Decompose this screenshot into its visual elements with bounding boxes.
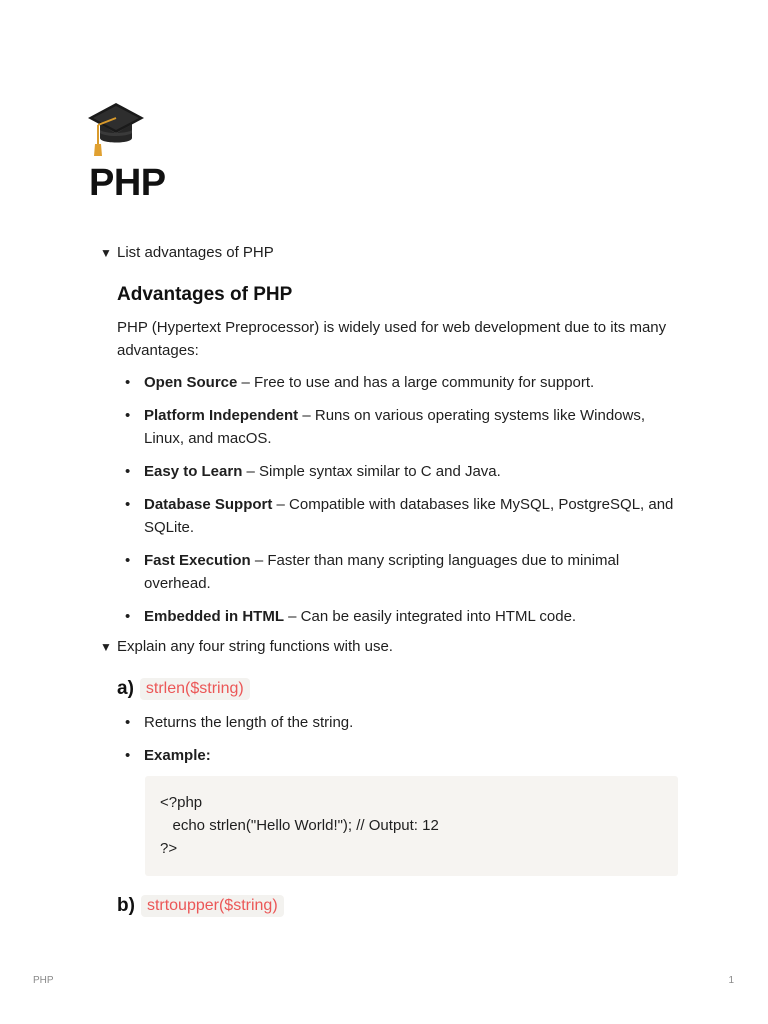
- function-code: strtoupper($string): [141, 895, 284, 917]
- list-item: [117, 549, 677, 595]
- item-term: Fast Execution: [144, 552, 251, 569]
- item-text: – Faster than many scripting languages due to minimal overhead.: [144, 552, 620, 592]
- toggle-string-functions[interactable]: [100, 638, 393, 655]
- item-text: – Can be easily integrated into HTML code.: [284, 608, 577, 625]
- example-label: Example:: [144, 747, 211, 764]
- toggle-label: Explain any four string functions with use.: [117, 638, 393, 655]
- list-item: [117, 404, 677, 450]
- item-text: – Simple syntax similar to C and Java.: [242, 463, 501, 480]
- list-item: [117, 371, 677, 394]
- item-term: Open Source: [144, 374, 238, 391]
- list-item: [117, 493, 677, 539]
- item-term: Platform Independent: [144, 407, 299, 424]
- triangle-down-icon[interactable]: ▼: [100, 639, 112, 654]
- function-letter: a): [117, 678, 134, 699]
- list-item: • Returns the length of the string.: [117, 711, 677, 734]
- triangle-down-icon[interactable]: ▼: [100, 245, 112, 260]
- function-code: strlen($string): [140, 678, 250, 700]
- list-item: [117, 744, 677, 767]
- section-heading: Advantages of PHP: [117, 284, 293, 305]
- footer-title: PHP: [33, 975, 54, 986]
- page-title: PHP: [89, 162, 166, 204]
- graduation-cap-icon: [86, 100, 146, 158]
- item-text: – Runs on various operating systems like Windows, Linux, and macOS.: [144, 407, 646, 447]
- item-term: Easy to Learn: [144, 463, 243, 480]
- function-heading-b: [117, 895, 284, 917]
- list-item: [117, 605, 677, 628]
- function-letter: b): [117, 895, 135, 916]
- item-term: Embedded in HTML: [144, 608, 284, 625]
- toggle-label: List advantages of PHP: [117, 244, 274, 261]
- toggle-advantages[interactable]: [100, 244, 274, 261]
- function-heading-a: [117, 678, 250, 700]
- item-text: – Free to use and has a large community for support.: [237, 374, 595, 391]
- advantages-list: [117, 371, 677, 638]
- code-block[interactable]: <?php echo strlen("Hello World!"); // Output: 12 ?>: [145, 776, 678, 876]
- page-number: 1: [728, 975, 734, 986]
- item-text: – Compatible with databases like MySQL, PostgreSQL, and SQLite.: [144, 496, 674, 536]
- intro-paragraph: PHP (Hypertext Preprocessor) is widely used for web development due to its many advantages:: [117, 319, 667, 359]
- list-item: [117, 460, 677, 483]
- item-term: Database Support: [144, 496, 273, 513]
- function-a-list: [117, 711, 677, 777]
